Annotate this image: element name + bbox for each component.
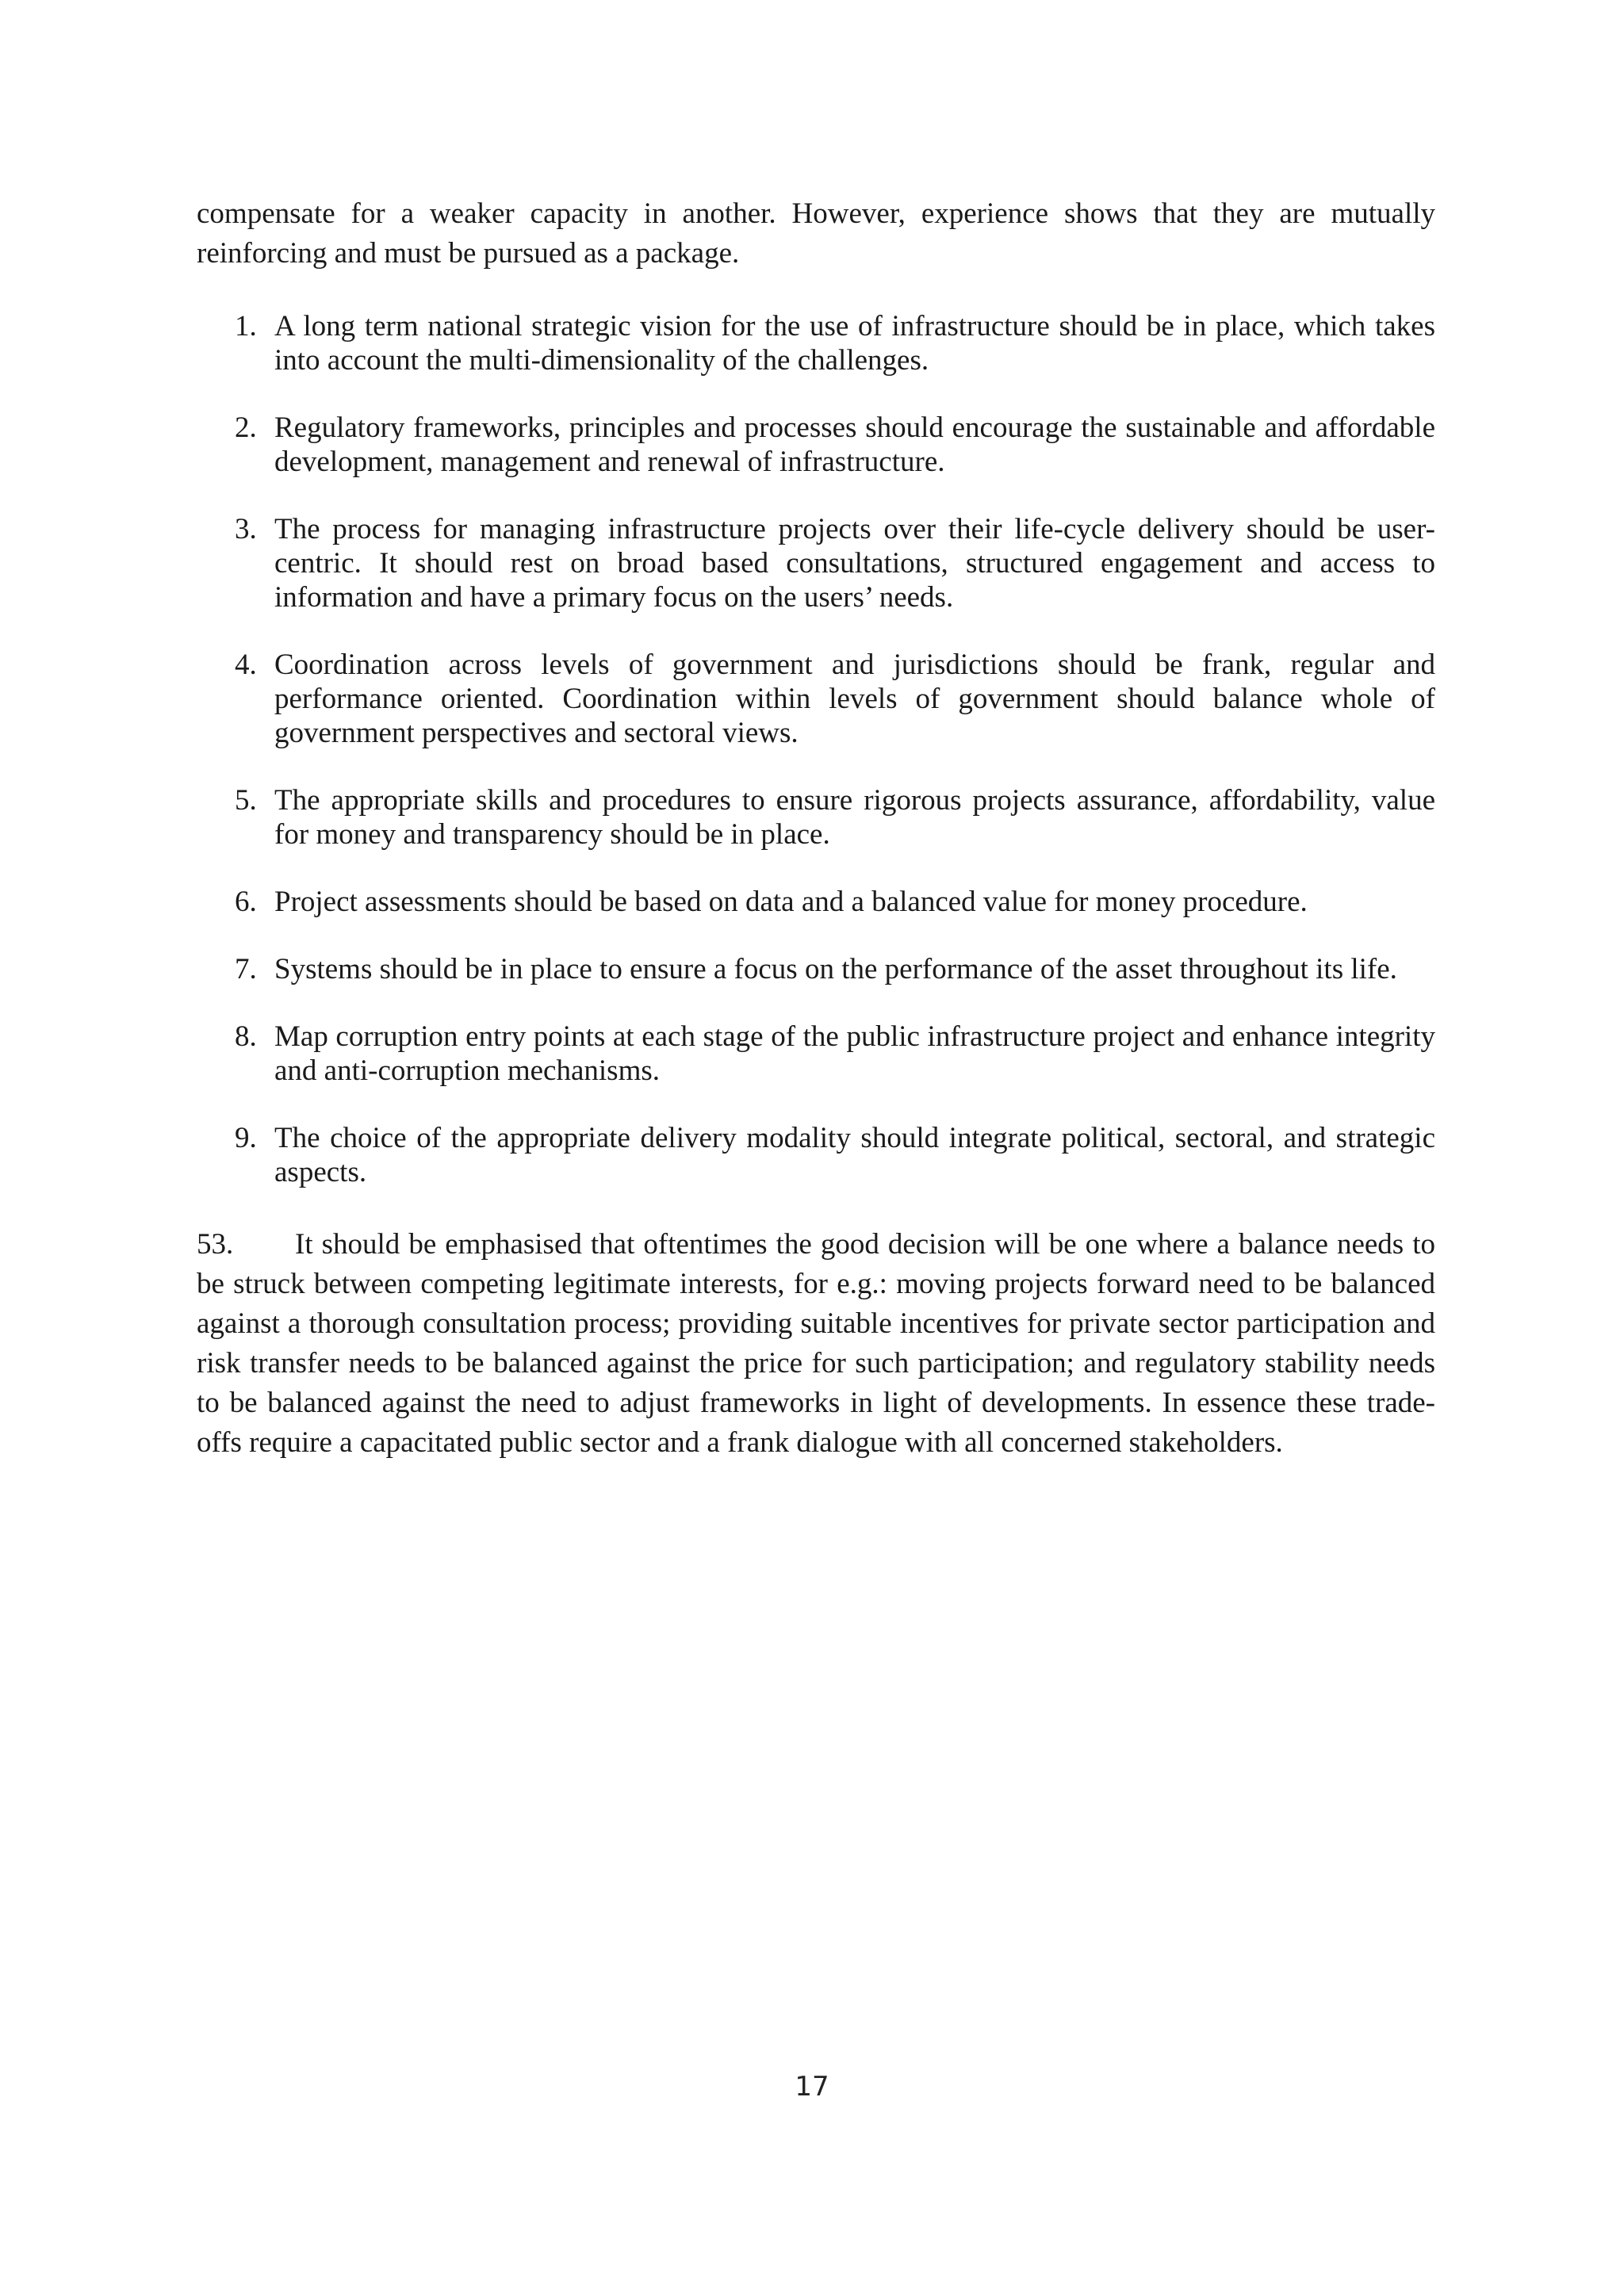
- list-item: [197, 648, 1435, 750]
- list-item-text: A long term national strategic vision for the use of infrastructure should be in place, which takes into account the multi-dimensionality of the challenges.: [274, 310, 1435, 377]
- list-item-number: 4.: [235, 649, 257, 681]
- list-item-text: The process for managing infrastructure projects over their life-cycle delivery should be user-centric. It should rest on broad based consultations, structured engagement and access to information and have a primary focus on the users’ needs.: [274, 513, 1435, 614]
- list-item-text: Coordination across levels of government and jurisdictions should be frank, regular and performance oriented. Coordination within levels of government should balance whole of government perspectives and sectoral views.: [274, 649, 1435, 749]
- list-item-number: 8.: [235, 1020, 257, 1053]
- intro-paragraph: compensate for a weaker capacity in another. However, experience shows that they are mutually reinforcing and must be pursued as a package.: [197, 197, 1435, 270]
- paragraph-number: 53.: [197, 1228, 234, 1261]
- list-item-number: 2.: [235, 411, 257, 444]
- list-item: [197, 512, 1435, 614]
- list-item: [197, 1020, 1435, 1088]
- list-item-number: 6.: [235, 886, 257, 918]
- list-item-text: Regulatory frameworks, principles and processes should encourage the sustainable and affordable development, management and renewal of infrastructure.: [274, 411, 1435, 478]
- list-item-text: Map corruption entry points at each stage of the public infrastructure project and enhance integrity and anti-corruption mechanisms.: [274, 1020, 1435, 1087]
- list-item-number: 1.: [235, 310, 257, 342]
- list-item: [197, 309, 1435, 377]
- list-item-text: Systems should be in place to ensure a focus on the performance of the asset throughout its life.: [274, 953, 1397, 985]
- list-item-number: 5.: [235, 784, 257, 817]
- page-number: 17: [795, 2071, 829, 2103]
- list-item-text: The choice of the appropriate delivery modality should integrate political, sectoral, and strategic aspects.: [274, 1122, 1435, 1188]
- list-item: [197, 952, 1435, 986]
- principles-list: [197, 309, 1435, 1223]
- list-item-number: 7.: [235, 953, 257, 985]
- list-item-number: 9.: [235, 1122, 257, 1154]
- list-item: [197, 885, 1435, 919]
- list-item-number: 3.: [235, 513, 257, 545]
- list-item: [197, 1121, 1435, 1189]
- paragraph-text: It should be emphasised that oftentimes the good decision will be one where a balance needs to be struck between competing legitimate interests, for e.g.: moving projects forward need to be balanced against a thorough consultation process; providing suitable incentives for private sector participation and risk transfer needs to be balanced against the price for such participation; and regulatory stability needs to be balanced against the need to adjust frameworks in light of developments. In essence these trade-offs require a capacitated public sector and a frank dialogue with all concerned stakeholders.: [197, 1228, 1435, 1459]
- list-item-text: The appropriate skills and procedures to ensure rigorous projects assurance, affordability, value for money and transparency should be in place.: [274, 784, 1435, 851]
- list-item-text: Project assessments should be based on data and a balanced value for money procedure.: [274, 886, 1308, 918]
- paragraph-53: [197, 1225, 1435, 1463]
- list-item: [197, 783, 1435, 851]
- list-item: [197, 411, 1435, 479]
